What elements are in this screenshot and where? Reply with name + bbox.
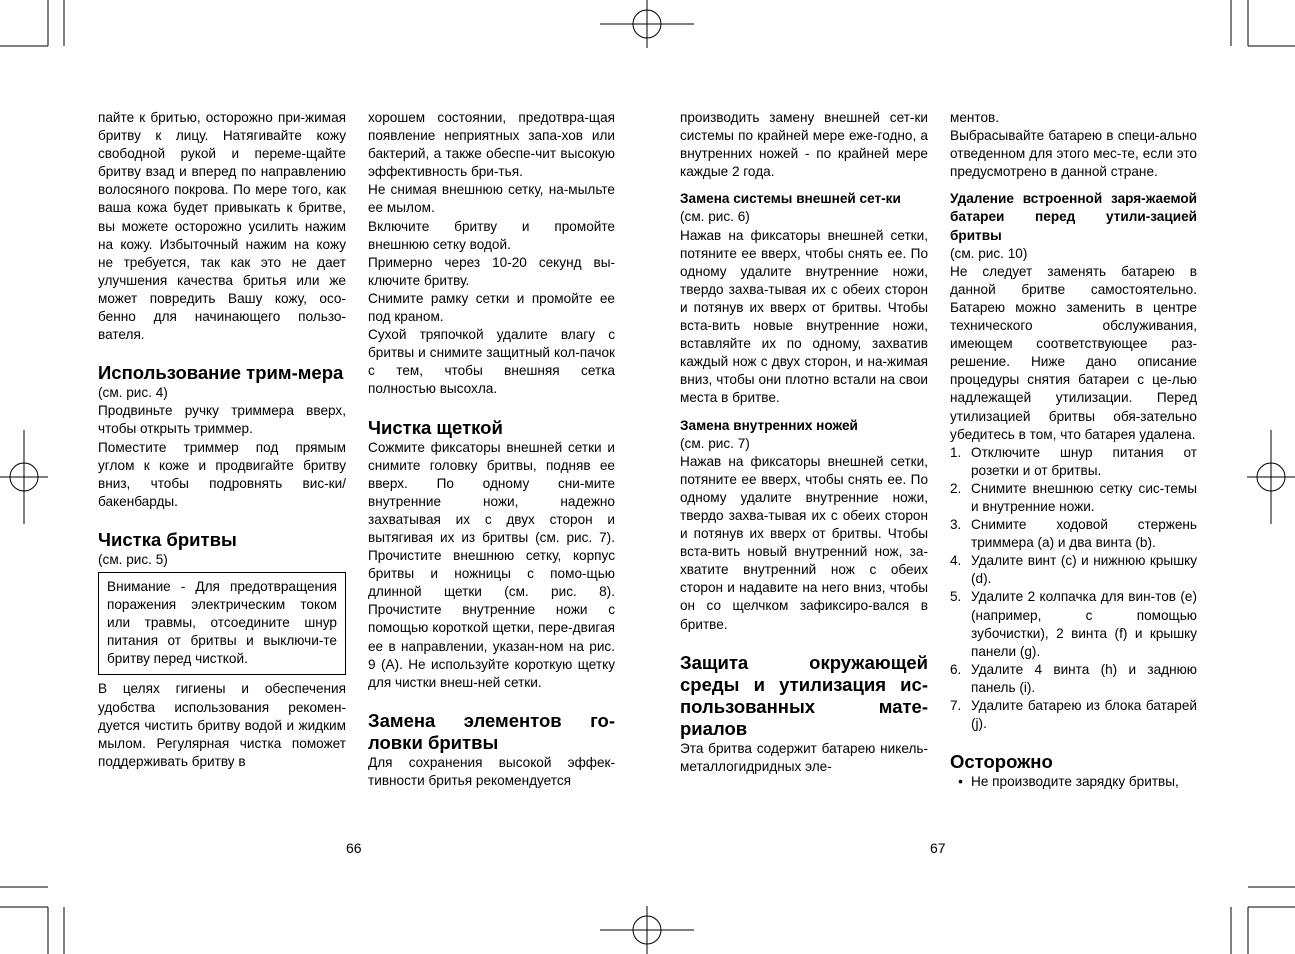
list-item <box>950 480 1197 516</box>
list-item <box>950 444 1197 480</box>
paragraph: Включите бритву и промойте внешнюю сетку водой. <box>368 218 615 252</box>
paragraph: производить замену внешней сет-ки системы по крайней мере еже-годно, а внутренних ножей - по крайней мере каждые 2 года. <box>680 110 928 180</box>
paragraph: хорошем состоянии, предотвра-щая появление неприятных запа-хов или бактерий, а также обеспе-чит высокую эффективность бри-тья. <box>368 110 615 180</box>
paragraph: Выбрасывайте батарею в специ-ально отведенном для этого мес-те, если это предусмотрено в данной стране. <box>950 128 1197 180</box>
paragraph: Для сохранения высокой эффек-тивности бритья рекомендуется <box>368 754 615 788</box>
page-number-right: 67 <box>930 840 946 856</box>
caution-list-item <box>950 773 1197 791</box>
warning-text: Внимание - Для предотвращения поражения электрическим током или травмы, отсоедините шнур питания от бритвы и выключи-те бритву перед чисткой. <box>107 578 337 667</box>
paragraph: Нажав на фиксаторы внешней сетки, потяните ее вверх, чтобы снять ее. По одному удалите внутренние ножи, твердо захва-тывая их с обеих сторон и потянув их вверх от бритвы. Чтобы вста-вить новые внутренние ножи, вставляйте их по одному, захватив каждый нож с двух сторон, и на-жимая вниз, чтобы они плотно встали на свои места в бритве. <box>680 227 928 406</box>
step-number: 6. <box>950 661 962 677</box>
figure-reference: (см. рис. 7) <box>680 435 750 451</box>
paragraph: Поместите триммер под прямым углом к коже и продвигайте бритву вниз, чтобы подровнять вис-ки/бакенбарды. <box>98 439 346 509</box>
registration-mark-left <box>0 430 48 524</box>
right-page-column-1 <box>680 109 928 776</box>
step-number: 5. <box>950 589 962 605</box>
step-text: Удалите 4 винта (h) и заднюю панель (i). <box>971 661 1197 695</box>
paragraph: Не следует заменять батарею в данной бритве самостоятельно. Батарею можно заменить в центре технического обслуживания, имеющем соответствующее раз-решение. Ниже дано описание процедуры снятия батареи с це-лью надлежащей утилизации. Перед утилизацией бритвы обя-зательно убедитесь в том, что батарея удалена. <box>950 263 1197 442</box>
list-item <box>950 588 1197 660</box>
step-text: Удалите винт (c) и нижнюю крышку (d). <box>971 553 1197 587</box>
section-heading-head-parts-replacement: Замена элементов го-ловки бритвы <box>368 709 615 753</box>
left-page-column-2 <box>368 109 615 790</box>
figure-reference: (см. рис. 6) <box>680 209 750 225</box>
paragraph: Нажав на фиксаторы внешней сетки, потяните ее вверх, чтобы снять ее. По одному удалите внутренние ножи, твердо захва-тывая их с обеих сторон и потянув их вверх от бритвы. Чтобы вста-вить новый внутренний нож, за-хватите внутренний нож с обеих сторон и надавите на него вниз, чтобы он со щелчком зафиксиро-вался в бритве. <box>680 453 928 632</box>
paragraph: ментов. <box>950 110 1000 125</box>
section-heading-environment: Защита окружающей среды и утилизация ис-пользованных мате-риалов <box>680 651 928 739</box>
section-heading-trimmer: Использование трим-мера <box>98 362 344 384</box>
paragraph: Снимите рамку сетки и промойте ее под краном. <box>368 290 615 325</box>
step-number: 1. <box>950 444 962 460</box>
paragraph: Сожмите фиксаторы внешней сетки и снимите головку бритвы, подняв ее вверх. По одному сни-мите внутренние ножи, надежно захватывая их с двух сторон и вытягивая их из бритвы (см. рис. 7). Прочистите внешнюю сетку, корпус бритвы и ножницы с помо-щью длинной щетки (см. рис. 8). Прочистите внутренние ножи с помощью короткой щетки, пере-двигая ее в направлении, указан-ном на рис. 9 (A). Не используйте короткую щетку для чистки внеш-ней сетки. <box>368 439 615 690</box>
bullet-icon: • <box>958 774 963 790</box>
subheading-inner-blade-replacement: Замена внутренних ножей <box>680 417 858 433</box>
paragraph: Продвиньте ручку триммера вверх, чтобы открыть триммер. <box>98 403 346 437</box>
battery-removal-steps <box>950 444 1197 734</box>
section-heading-brush-cleaning: Чистка щеткой <box>368 416 503 438</box>
paragraph: Не снимая внешнюю сетку, на-мыльте ее мылом. <box>368 182 615 216</box>
figure-reference: (см. рис. 5) <box>98 551 168 567</box>
page-number-left: 66 <box>346 840 362 856</box>
list-item <box>950 552 1197 588</box>
paragraph: пайте к бритью, осторожно при-жимая бритву к лицу. Натягивайте кожу свободной рукой и переме-щайте бритву взад и вперед по направлению волосяного покрова. По мере того, как ваша кожа будет привыкать к бритве, вы можете осторожно усилить нажим на кожу. Избыточный нажим на кожу не требуется, так как это не дает улучшения качества бритья или же может повредить Вашу кожу, осо-бенно для начинающего пользо-вателя. <box>98 110 346 343</box>
subheading-outer-foil-replacement: Замена системы внешней сет-ки <box>680 191 901 207</box>
step-text: Удалите батарею из блока батарей (j). <box>971 698 1197 732</box>
step-number: 3. <box>950 517 962 533</box>
step-text: Снимите ходовой стержень триммера (a) и два винта (b). <box>971 517 1197 551</box>
registration-mark-top <box>600 0 694 48</box>
step-number: 4. <box>950 553 962 569</box>
step-number: 7. <box>950 698 962 713</box>
section-heading-shaver-cleaning: Чистка бритвы <box>98 528 237 550</box>
step-text: Снимите внешнюю сетку сис-темы и внутренние ножи. <box>971 480 1197 514</box>
step-text: Удалите 2 колпачка для вин-тов (e) (например, с помощью зубочистки), 2 винта (f) и крышку панели (g). <box>971 589 1197 659</box>
list-item <box>950 661 1197 697</box>
paragraph: Эта бритва содержит батарею никель-металлогидридных эле- <box>680 740 928 774</box>
step-text: Отключите шнур питания от розетки и от бритвы. <box>971 444 1197 478</box>
list-item <box>950 516 1197 552</box>
left-page-column-1 <box>98 109 346 771</box>
subheading-battery-removal: Удаление встроенной заря-жаемой батареи перед утили-зацией бритвы <box>950 191 1197 243</box>
warning-notice-box <box>98 572 346 675</box>
right-page-column-2 <box>950 109 1197 791</box>
registration-mark-right <box>1247 430 1295 524</box>
paragraph: Сухой тряпочкой удалите влагу с бритвы и снимите защитный кол-пачок с тем, чтобы внешняя сетка полностью высохла. <box>368 327 615 397</box>
caution-text: Не производите зарядку бритвы, <box>971 774 1179 790</box>
paragraph: В целях гигиены и обеспечения удобства использования рекомен-дуется чистить бритву водой и жидким мылом. Регулярная чистка поможет поддерживать бритву в <box>98 681 346 769</box>
registration-mark-bottom <box>600 906 694 954</box>
figure-reference: (см. рис. 10) <box>950 245 1028 261</box>
section-heading-caution: Осторожно <box>950 751 1053 773</box>
list-item <box>950 697 1197 733</box>
paragraph: Примерно через 10-20 секунд вы-ключите бритву. <box>368 254 615 288</box>
figure-reference: (см. рис. 4) <box>98 385 168 401</box>
step-number: 2. <box>950 480 962 496</box>
